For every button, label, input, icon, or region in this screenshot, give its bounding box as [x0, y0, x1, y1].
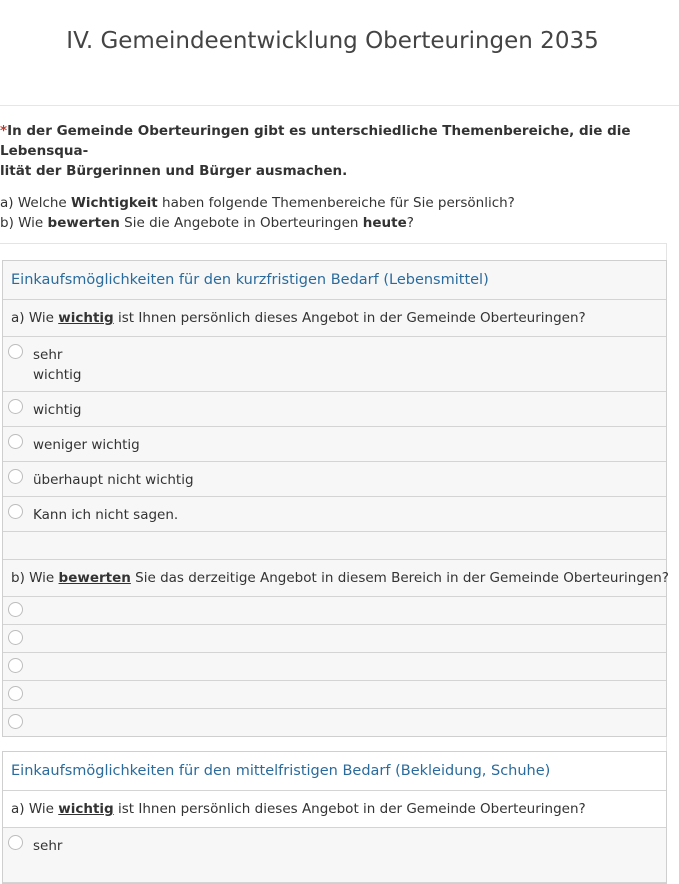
option-row[interactable] — [3, 392, 666, 427]
radio-button[interactable] — [8, 630, 23, 645]
radio-button[interactable] — [8, 504, 23, 519]
topic-block — [2, 751, 667, 884]
option-label: weniger wichtig — [33, 437, 140, 453]
rating-option-row[interactable] — [3, 681, 666, 709]
matrix-container — [0, 243, 667, 884]
page-title: IV. Gemeindeentwicklung Oberteuringen 2035 — [66, 28, 599, 54]
question-sub-a: a) Welche Wichtigkeit haben folgende Themenbereiche für Sie persönlich? — [0, 195, 515, 211]
radio-button[interactable] — [8, 714, 23, 729]
radio-button[interactable] — [8, 835, 23, 850]
radio-button[interactable] — [8, 399, 23, 414]
option-row[interactable] — [3, 462, 666, 497]
rating-question: b) Wie bewerten Sie das derzeitige Angebot in diesem Bereich in der Gemeinde Oberteuringen? — [3, 560, 666, 597]
option-label: sehr — [33, 838, 63, 854]
radio-button[interactable] — [8, 344, 23, 359]
topic-title: Einkaufsmöglichkeiten für den mittelfristigen Bedarf (Bekleidung, Schuhe) — [3, 752, 666, 791]
option-row[interactable] — [3, 828, 666, 883]
option-label: sehr wichtig — [33, 347, 82, 383]
question-text — [0, 121, 670, 233]
radio-button[interactable] — [8, 469, 23, 484]
rating-option-row[interactable] — [3, 653, 666, 681]
radio-button[interactable] — [8, 658, 23, 673]
required-asterisk-icon: * — [0, 123, 8, 139]
rating-option-row[interactable] — [3, 597, 666, 625]
option-label: Kann ich nicht sagen. — [33, 507, 179, 523]
option-row[interactable] — [3, 427, 666, 462]
option-row[interactable] — [3, 497, 666, 532]
topic-block — [2, 260, 667, 737]
option-label: wichtig — [33, 402, 82, 418]
row-spacer — [3, 532, 666, 560]
question-main: *In der Gemeinde Oberteuringen gibt es unterschiedliche Themenbereiche, die die Lebensqua- lität der Bürgerinnen und Bürger ausmachen. — [0, 123, 631, 179]
importance-question: a) Wie wichtig ist Ihnen persönlich dieses Angebot in der Gemeinde Oberteuringen? — [3, 300, 666, 337]
title-divider — [0, 105, 679, 106]
question-sub-lines — [0, 193, 670, 233]
option-row[interactable] — [3, 337, 666, 392]
radio-button[interactable] — [8, 686, 23, 701]
question-sub-b: b) Wie bewerten Sie die Angebote in Oberteuringen heute? — [0, 215, 414, 231]
option-label: überhaupt nicht wichtig — [33, 472, 194, 488]
radio-button[interactable] — [8, 434, 23, 449]
importance-question: a) Wie wichtig ist Ihnen persönlich dieses Angebot in der Gemeinde Oberteuringen? — [3, 791, 666, 828]
topic-title: Einkaufsmöglichkeiten für den kurzfristigen Bedarf (Lebensmittel) — [3, 261, 666, 300]
rating-option-row[interactable] — [3, 709, 666, 736]
rating-option-row[interactable] — [3, 625, 666, 653]
radio-button[interactable] — [8, 602, 23, 617]
